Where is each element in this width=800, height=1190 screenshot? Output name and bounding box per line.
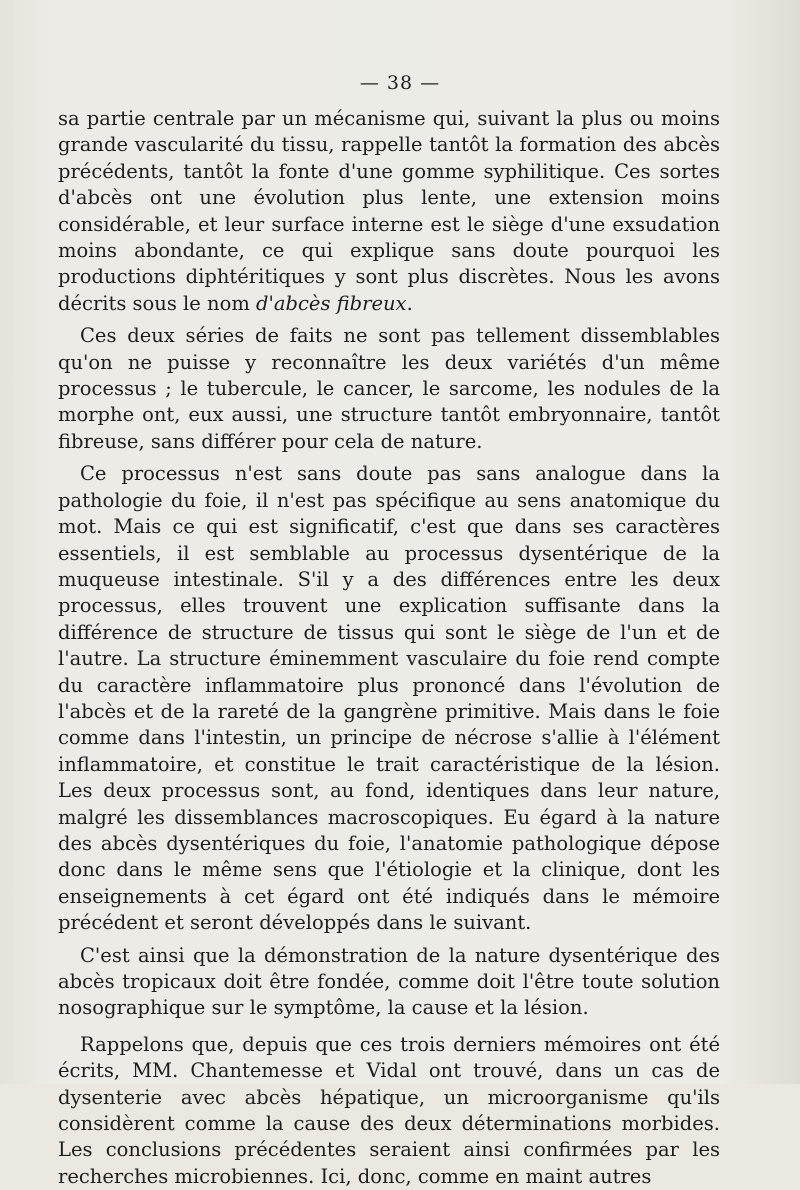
- paragraph-1-italic-term: d'abcès fibreux: [256, 291, 407, 315]
- paragraph-1-text: sa partie centrale par un mécanisme qui, suivant la plus ou moins grande vascularité du tissu, rappelle tantôt la formation des abcès précédents, tantôt la fonte d'une gomme syphilitique. Ces sortes d'abcès ont une évolution plus lente, une extension moins considérable, et leur surface interne est le siège d'une exsudation moins abondante, ce qui explique sans doute pourquoi les productions diphtéritiques y sont plus discrètes. Nous les avons décrits sous le nom: [58, 107, 720, 315]
- paragraph-2: Ces deux séries de faits ne sont pas tellement dissemblables qu'on ne puisse y reconnaître les deux variétés d'un même processus ; le tubercule, le cancer, le sarcome, les nodules de la morphe ont, eux aussi, une structure tantôt embryonnaire, tantôt fibreuse, sans différer pour cela de nature.: [58, 324, 720, 453]
- paragraph-1-end: .: [406, 291, 413, 315]
- body-text: [58, 106, 720, 1190]
- paragraph-4: C'est ainsi que la démonstration de la nature dysentérique des abcès tropicaux doit être fondée, comme doit l'être toute solution nosographique sur le symptôme, la cause et la lésion.: [58, 943, 720, 1020]
- page-number: — 38 —: [359, 72, 441, 94]
- paragraph-5: Rappelons que, depuis que ces trois derniers mémoires ont été écrits, MM. Chantemesse et Vidal ont trouvé, dans un cas de dysenterie avec abcès hépatique, un microorganisme qu'ils considèrent comme la cause des deux déterminations morbides. Les conclusions précédentes seraient ainsi confirmées par les recherches microbiennes. Ici, donc, comme en maint autres: [58, 1032, 720, 1188]
- paragraph-3: Ce processus n'est sans doute pas sans analogue dans la pathologie du foie, il n'est pas spécifique au sens anatomique du mot. Mais ce qui est significatif, c'est que dans ses caractères essentiels, il est semblable au processus dysentérique de la muqueuse intestinale. S'il y a des différences entre les deux processus, elles trouvent une explication suffisante dans la différence de structure de tissus qui sont le siège de l'un et de l'autre. La structure éminemment vasculaire du foie rend compte du caractère inflammatoire plus prononcé dans l'évolution de l'abcès et de la rareté de la gangrène primitive. Mais dans le foie comme dans l'intestin, un principe de nécrose s'allie à l'élément inflammatoire, et constitue le trait caractéristique de la lésion. Les deux processus sont, au fond, identiques dans leur nature, malgré les dissemblances macroscopiques. Eu égard à la nature des abcès dysentériques du foie, l'anatomie pathologique dépose donc dans le même sens que l'étiologie et la clinique, dont les enseignements à cet égard ont été indiqués dans le mémoire précédent et seront développés dans le suivant.: [58, 462, 720, 935]
- paragraph-1: [58, 106, 720, 317]
